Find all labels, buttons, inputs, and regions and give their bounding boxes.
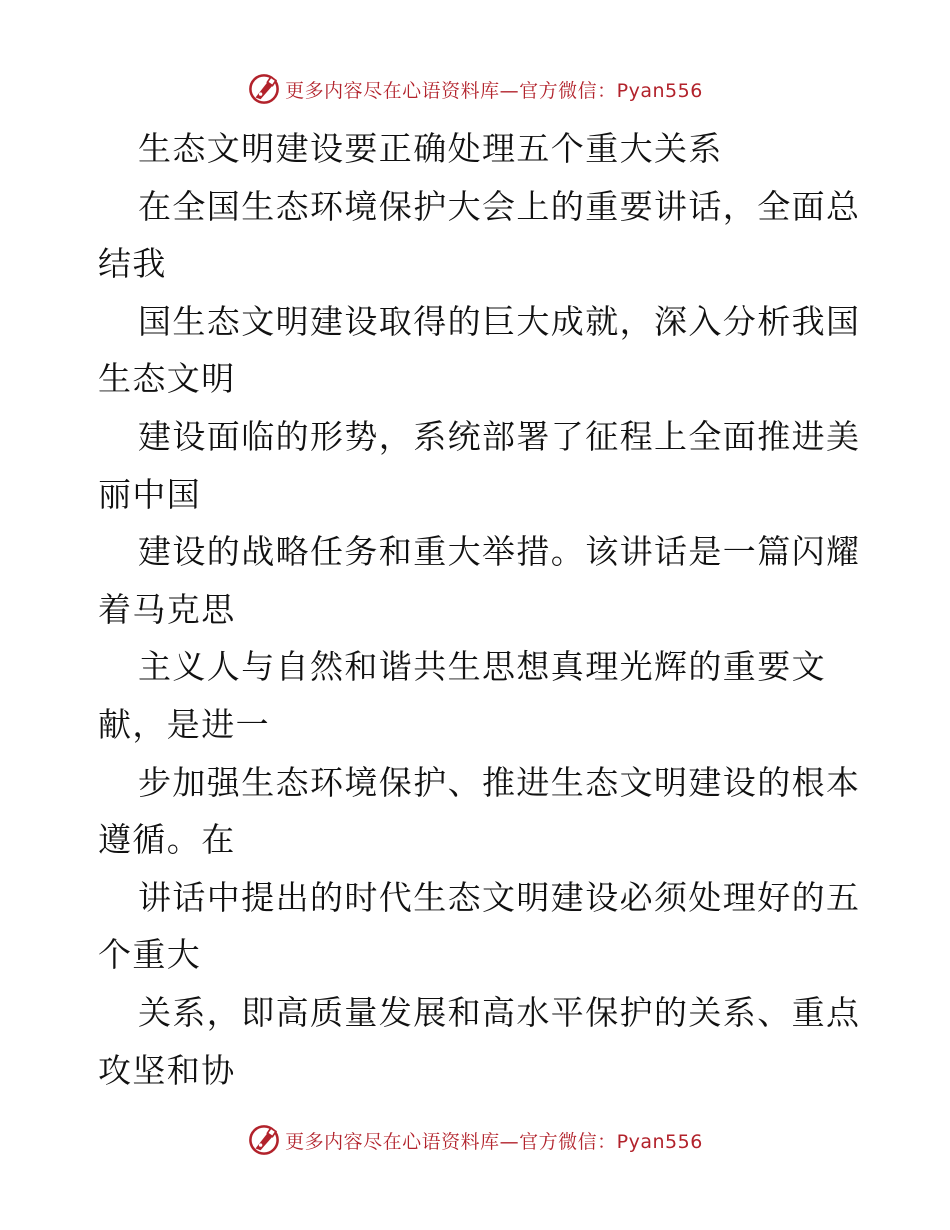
footer-watermark — [0, 1123, 950, 1157]
text-line: 着马克思 — [98, 589, 236, 629]
document-body — [98, 120, 861, 1099]
text-line: 步加强生态环境保护、推进生态文明建设的根本 — [138, 762, 861, 802]
pen-nib-logo-icon — [247, 72, 281, 106]
text-line: 在全国生态环境保护大会上的重要讲话，全面总 — [138, 186, 861, 226]
text-line: 丽中国 — [98, 474, 202, 514]
text-line: 主义人与自然和谐共生思想真理光辉的重要文 — [138, 647, 826, 687]
text-line: 遵循。在 — [98, 820, 236, 860]
watermark-text: 更多内容尽在心语资料库—官方微信：Pyan556 — [285, 79, 703, 102]
text-line: 攻坚和协 — [98, 1050, 236, 1090]
text-line: 关系，即高质量发展和高水平保护的关系、重点 — [138, 992, 861, 1032]
text-line: 建设面临的形势，系统部署了征程上全面推进美 — [138, 416, 861, 456]
watermark-text: 更多内容尽在心语资料库—官方微信：Pyan556 — [285, 1130, 703, 1153]
text-line: 献，是进一 — [98, 704, 270, 744]
pen-nib-logo-icon — [247, 1123, 281, 1157]
text-line: 国生态文明建设取得的巨大成就，深入分析我国 — [138, 301, 861, 341]
header-watermark — [0, 72, 950, 106]
text-line: 建设的战略任务和重大举措。该讲话是一篇闪耀 — [138, 532, 861, 572]
text-line: 生态文明 — [98, 359, 236, 399]
text-line: 结我 — [98, 244, 167, 284]
text-line: 讲话中提出的时代生态文明建设必须处理好的五 — [138, 877, 861, 917]
text-line: 个重大 — [98, 935, 202, 975]
text-line: 生态文明建设要正确处理五个重大关系 — [138, 129, 723, 168]
